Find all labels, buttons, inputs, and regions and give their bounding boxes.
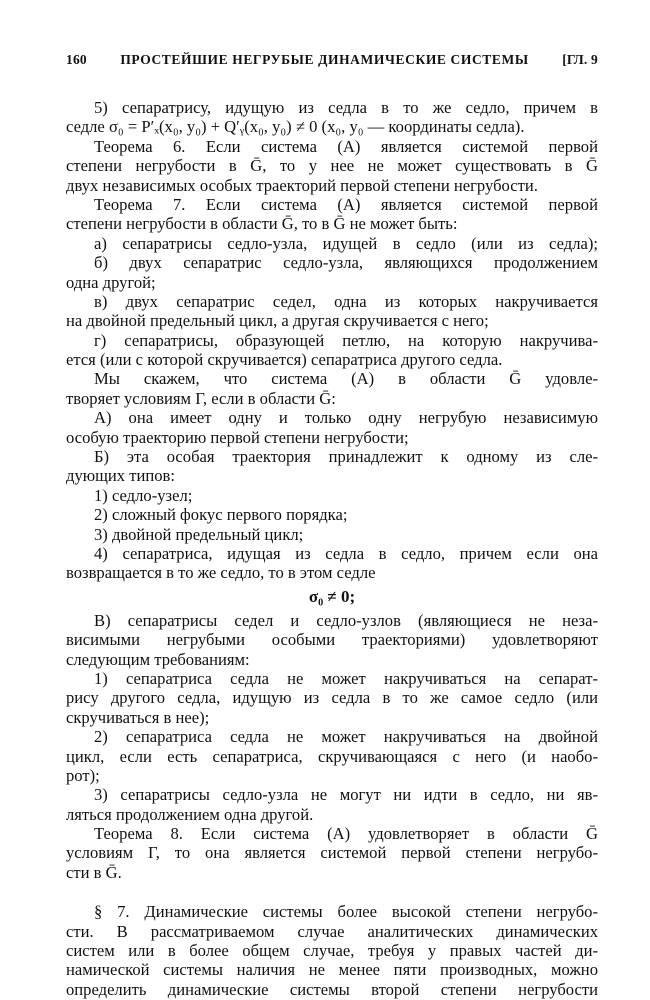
text-line: А) она имеет одну и только одну негрубую независимую	[94, 408, 598, 428]
text-line: 3) сепаратрисы седло-узла не могут ни идти в седло, ни яв-	[94, 785, 598, 805]
text-line: Теорема 7. Если система (A) является системой первой	[94, 194, 598, 214]
text-line: 2) сложный фокус первого порядка;	[94, 505, 348, 525]
text-line: Теорема 6. Если система (A) является системой первой	[94, 136, 598, 156]
text-line: а) сепаратрисы седло-узла, идущей в седло (или из седла);	[94, 233, 598, 253]
page-number: 160	[66, 52, 87, 67]
text-line: б) двух сепаратрис седло-узла, являющихся продолжением	[94, 253, 598, 273]
section-gap	[66, 882, 598, 902]
chapter-label: [ГЛ. 9	[562, 52, 598, 67]
text-line: В) сепаратрисы седел и седло-узлов (являющиеся не неза-	[94, 610, 598, 630]
text-line: намической системы наличия не менее пяти производных, можно	[66, 960, 598, 980]
text-line: сти. В рассматриваемом случае аналитических динамических	[66, 921, 598, 941]
text-line: Б) эта особая траектория принадлежит к одному из сле-	[94, 447, 598, 467]
text-line: § 7. Динамические системы более высокой степени негрубо-	[94, 902, 598, 922]
text-line: Мы скажем, что система (A) в области Ḡ удовле-	[94, 369, 598, 389]
running-header	[66, 52, 598, 76]
text-line: определить динамические системы второй степени негрубости	[66, 979, 598, 999]
text-line: седле σ₀ = P′ₓ(x₀, y₀) + Q′ᵧ(x₀, y₀) ≠ 0 (x₀, y₀ — координаты седла).	[66, 117, 525, 137]
running-title: ПРОСТЕЙШИЕ НЕГРУБЫЕ ДИНАМИЧЕСКИЕ СИСТЕМЫ	[120, 52, 529, 67]
text-line: в) двух сепаратрис седел, одна из которых накручивается	[94, 291, 598, 311]
text-line: 3) двойной предельный цикл;	[94, 524, 304, 544]
text-line: цикл, если есть сепаратриса, скручивающаяся с него (и наобо-	[66, 746, 598, 766]
text-line: на двойной предельный цикл, а другая скручивается с него;	[66, 311, 489, 331]
page	[66, 52, 598, 999]
text-line: г) сепаратрисы, образующей петлю, на которую накручива-	[94, 330, 598, 350]
text-line: рот);	[66, 765, 100, 785]
text-line: одна другой;	[66, 272, 156, 292]
text-line: 1) седло-узел;	[94, 485, 193, 505]
text-line: 5) сепаратрису, идущую из седла в то же седло, причем в	[94, 98, 598, 117]
text-line: Теорема 8. Если система (A) удовлетворяет в области Ḡ	[94, 824, 598, 844]
text-line: особую траекторию первой степени негрубости;	[66, 427, 409, 447]
text-line: 4) сепаратриса, идущая из седла в седло, причем если она	[94, 543, 598, 563]
text-line: висимыми негрубыми особыми траекториями) удовлетворяют	[66, 630, 598, 650]
text-line: следующим требованиям:	[66, 649, 250, 669]
text-line: степени негрубости в Ḡ, то у нее не может существовать в Ḡ	[66, 156, 598, 176]
text-line: ляться продолжением одна другой.	[66, 804, 314, 824]
text-line: возвращается в то же седло, то в этом седле	[66, 563, 376, 583]
text-line: сти в Ḡ.	[66, 862, 122, 882]
formula-line: σ₀ ≠ 0;	[308, 586, 356, 606]
body-text	[66, 98, 598, 999]
text-line: степени негрубости в области Ḡ, то в Ḡ не может быть:	[66, 214, 458, 234]
text-line: 2) сепаратриса седла не может накручиваться на двойной	[94, 727, 598, 747]
text-line: систем или в более общем случае, требуя у правых частей ди-	[66, 941, 598, 961]
text-line: рису другого седла, идущую из седла в то же самое седло (или	[66, 688, 598, 708]
text-line: 1) сепаратриса седла не может накручиваться на сепарат-	[94, 668, 598, 688]
text-line: дующих типов:	[66, 466, 175, 486]
text-line: условиям Г, то она является системой первой степени негрубо-	[66, 843, 598, 863]
text-line: скручиваться в нее);	[66, 707, 210, 727]
text-line: ется (или с которой скручивается) сепаратриса другого седла.	[66, 350, 503, 370]
text-line: творяет условиям Г, если в области Ḡ:	[66, 388, 336, 408]
text-line: двух независимых особых траекторий первой степени негрубости.	[66, 175, 538, 195]
